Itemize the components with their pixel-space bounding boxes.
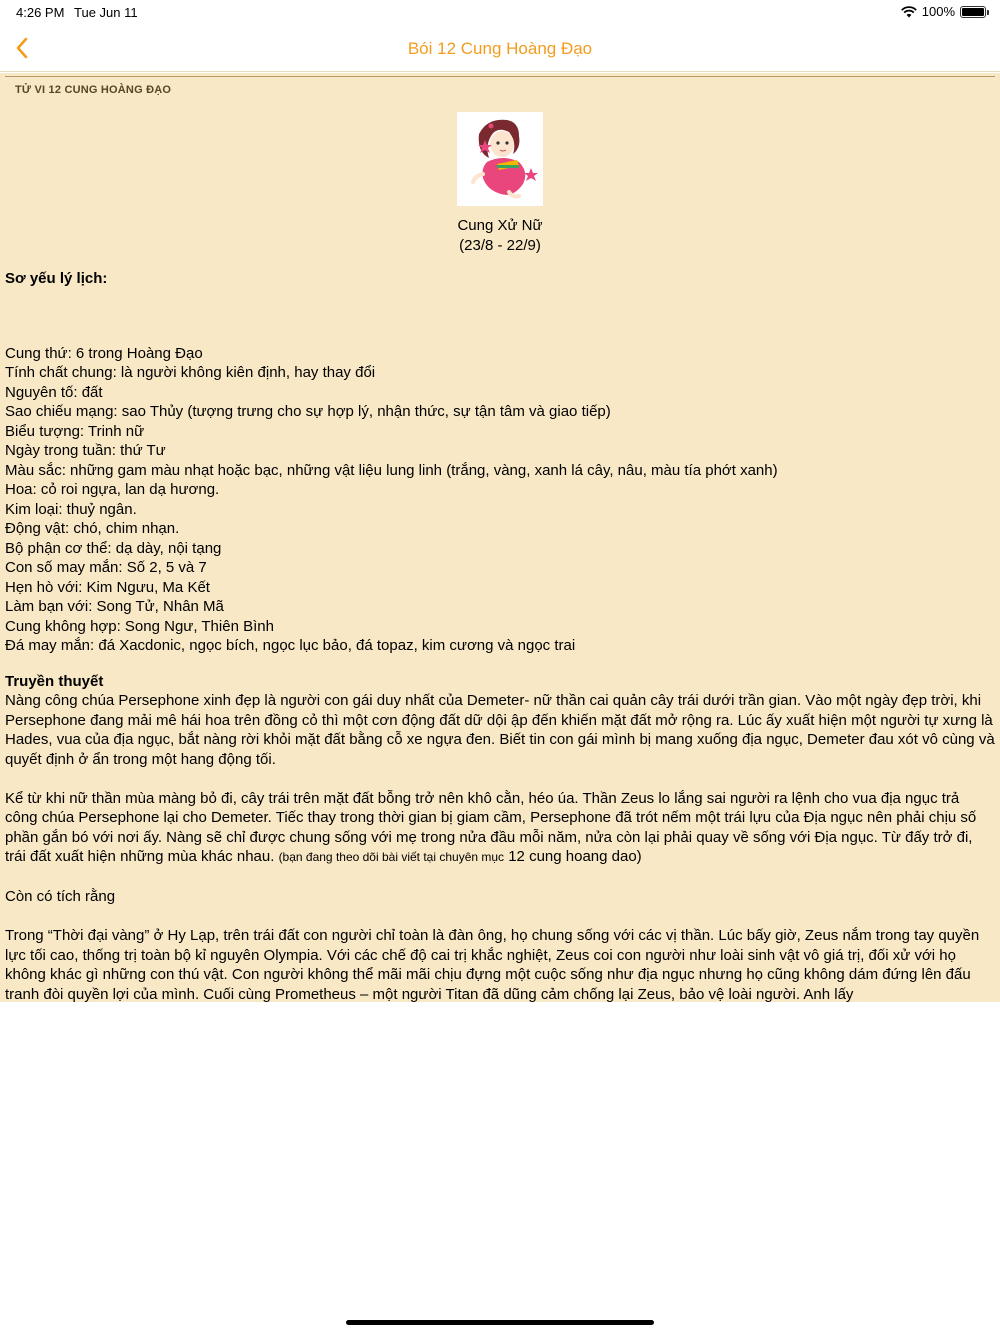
article-content[interactable] [0, 73, 1000, 1002]
status-indicators [901, 4, 986, 19]
legend-paragraph: Trong “Thời đại vàng” ở Hy Lạp, trên trái đất con người chỉ toàn là đàn ông, họ chung sống với các vị thần. Lúc bấy giờ, Zeus nắm trong tay quyền lực tối cao, thống trị toàn bộ kỉ nguyên Olympia. Với các chế độ cai trị khắc nghiệt, Zeus coi con người như loài sinh vật vô giá trị, đối xử với họ không khác gì những con thú vật. Con người không thể mãi mãi chịu đựng một cuộc sống như địa ngục nhưng họ cũng không dám đứng lên đấu tranh đòi quyền lợi của mình. Cuối cùng Prometheus – một người Titan đã dũng cảm chống lại Zeus, bảo vệ loài người. Anh lấy [5, 927, 980, 1002]
profile-line: Kim loại: thuỷ ngân. [5, 500, 137, 518]
battery-percent: 100% [921, 4, 955, 19]
profile-line: Động vật: chó, chim nhạn. [5, 520, 180, 537]
legend-heading: Truyền thuyết [5, 672, 104, 690]
profile-heading: Sơ yếu lý lịch: [5, 270, 108, 287]
profile-line: Đá may mắn: đá Xacdonic, ngọc bích, ngọc lục bảo, đá topaz, kim cương và ngọc trai [5, 637, 576, 654]
virgo-zodiac-image [457, 112, 543, 206]
article-body [5, 269, 995, 1002]
home-indicator[interactable] [346, 1320, 654, 1325]
profile-line: Làm bạn với: Song Tử, Nhân Mã [5, 598, 224, 615]
profile-line: Ngày trong tuần: thứ Tư [5, 442, 166, 459]
page-title: Bói 12 Cung Hoàng Đạo [407, 39, 593, 58]
section-title: TỬ VI 12 CUNG HOÀNG ĐẠO [15, 84, 172, 96]
profile-line: Hoa: cỏ roi ngựa, lan dạ hương. [5, 481, 220, 498]
legend-paragraph: Còn có tích rằng [5, 888, 116, 905]
zodiac-dates: (23/8 - 22/9) [459, 237, 541, 254]
profile-line: Hẹn hò với: Kim Ngưu, Ma Kết [5, 578, 210, 596]
status-time: 4:26 PM [16, 5, 65, 20]
legend-paragraph-text: Kể từ khi nữ thần mùa màng bỏ đi, cây trái trên mặt đất bỗng trở nên khô cằn, héo úa. Thần Zeus lo lắng sai người ra lệnh cho vua địa ngục trả công chúa Persephone lại cho Demeter. Tiếc thay trong thời gian bị giam cầm, Persephone đã trót nếm một trái lựu của Địa ngục nên phải chịu số phần gắn bó với nơi ấy. Nàng sẽ chỉ được chung sống với mẹ trong nửa đầu mỗi năm, nửa còn lại phải quay về sống với Địa ngục. Từ đấy trở đi, trái đất xuất hiện những mùa khác nhau. [5, 789, 977, 865]
legend-paragraph [5, 789, 995, 868]
profile-line: Con số may mắn: Số 2, 5 và 7 [5, 559, 207, 576]
battery-icon [960, 6, 986, 18]
navigation-bar [0, 24, 1000, 72]
profile-line: Bộ phận cơ thể: dạ dày, nội tạng [5, 539, 222, 557]
zodiac-name: Cung Xử Nữ [457, 217, 543, 234]
profile-line: Nguyên tố: đất [5, 383, 103, 401]
profile-line: Cung thứ: 6 trong Hoàng Đạo [5, 344, 203, 362]
section-divider [5, 76, 995, 77]
status-date: Tue Jun 11 [74, 5, 138, 20]
legend-paragraph: Nàng công chúa Persephone xinh đẹp là người con gái duy nhất của Demeter- nữ thần cai quản cây trái dưới trần gian. Vào một ngày đẹp trời, khi Persephone đang mải mê hái hoa trên đồng cỏ thì một cơn động đất dữ dội ập đến khiến mặt đất mở rộng ra. Lúc ấy xuất hiện một người tự xưng là Hades, vua của địa ngục, bắt nàng rời khỏi mặt đất bằng cỗ xe ngựa đen. Biết tin con gái mình bị mang xuống địa ngục, Demeter đau xót vô cùng và quyết định ở ẩn trong một hang động tối. [5, 692, 995, 768]
profile-line: Biểu tượng: Trinh nữ [5, 422, 145, 440]
profile-line: Tính chất chung: là người không kiên định, hay thay đổi [5, 364, 376, 381]
zodiac-caption [0, 216, 1000, 256]
profile-line: Cung không hợp: Song Ngư, Thiên Bình [5, 617, 274, 635]
profile-line: Sao chiếu mạng: sao Thủy (tượng trưng cho sự hợp lý, nhận thức, sự tận tâm và giao tiếp) [5, 403, 611, 420]
source-note: (bạn đang theo dõi bài viết tại chuyên mục [278, 850, 505, 864]
wifi-icon [901, 6, 917, 18]
profile-line: Màu sắc: những gam màu nhạt hoặc bạc, những vật liệu lung linh (trắng, vàng, xanh lá cây, nâu, màu tía phớt xanh) [5, 461, 778, 479]
status-bar [0, 0, 1000, 24]
source-link[interactable]: 12 cung hoang dao) [508, 848, 642, 865]
